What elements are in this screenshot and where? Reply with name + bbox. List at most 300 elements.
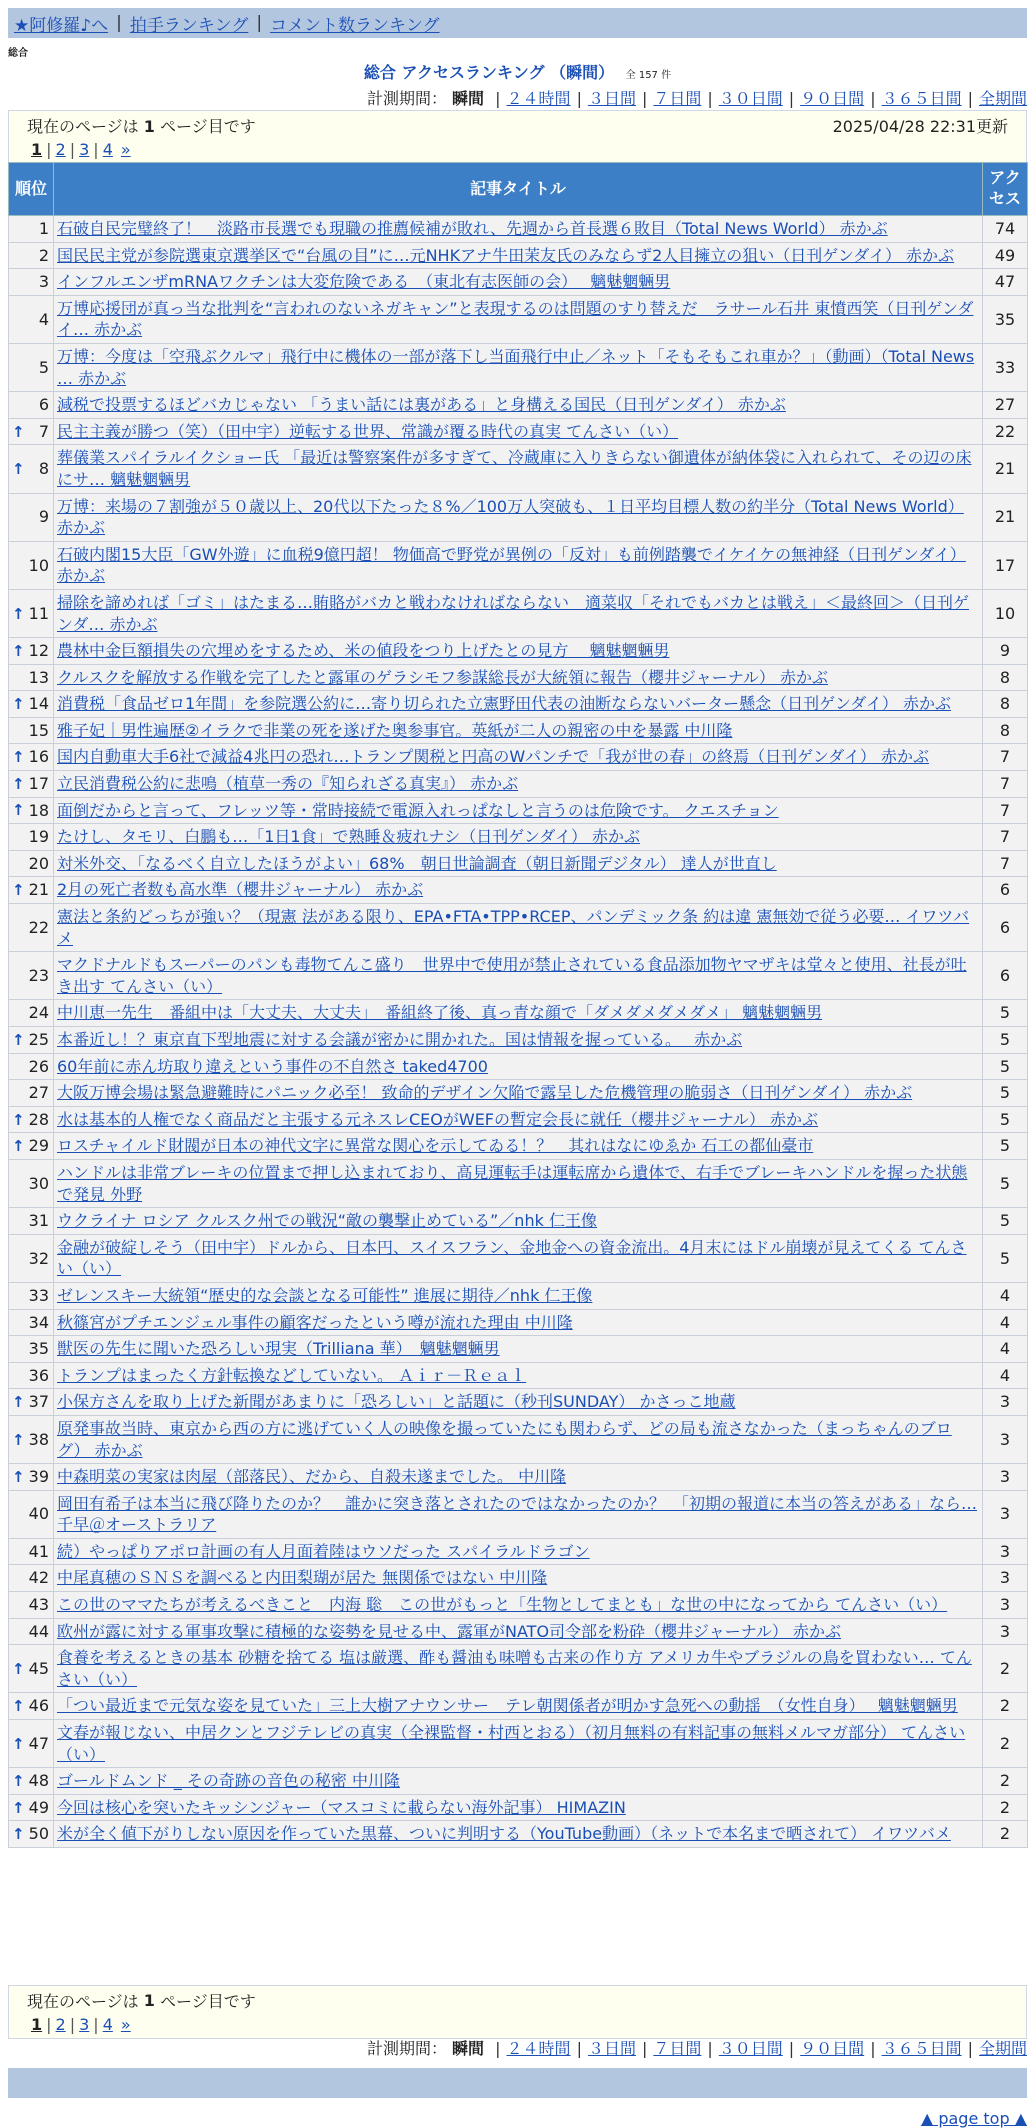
rank-cell	[9, 541, 54, 589]
rank-number: 32	[28, 1248, 49, 1268]
rank-cell	[9, 1768, 54, 1795]
rank-number: 11	[28, 603, 49, 623]
period-link[interactable]: 全期間	[978, 2039, 1027, 2058]
rank-cell	[9, 1234, 54, 1282]
rank-number: 42	[28, 1568, 49, 1588]
rank-up-arrow-icon: ↑	[12, 881, 25, 900]
access-count: 2	[983, 1768, 1028, 1795]
title-cell	[54, 1282, 983, 1309]
rank-cell	[9, 1464, 54, 1491]
rank-up-arrow-icon: ↑	[12, 1771, 25, 1790]
access-count: 3	[983, 1490, 1028, 1538]
access-count: 2	[983, 1720, 1028, 1768]
access-count: 7	[983, 824, 1028, 851]
rank-up-arrow-icon: ↑	[12, 694, 25, 713]
rank-cell	[9, 691, 54, 718]
access-count: 3	[983, 1565, 1028, 1592]
title-cell	[54, 1309, 983, 1336]
access-count: 49	[983, 242, 1028, 269]
article-link[interactable]: 中尾真穂のＳＮＳを調べると内田梨瑚が居た 無関係ではない 中川隆	[57, 1568, 548, 1588]
table-row	[9, 1538, 1028, 1565]
article-link[interactable]: 中森明菜の実家は肉屋（部落民）、だから、自殺未遂までした。 中川隆	[57, 1467, 567, 1487]
article-link[interactable]: ゼレンスキー大統領“歴史的な会談となる可能性” 進展に期待／nhk 仁王像	[57, 1285, 593, 1305]
rank-number: 30	[28, 1173, 49, 1193]
rank-up-arrow-icon: ↑	[12, 1137, 25, 1156]
rank-cell	[9, 392, 54, 419]
article-link[interactable]: 獣医の先生に聞いた恐ろしい現実（Trilliana 華） 魑魅魍魎男	[57, 1339, 500, 1359]
access-count: 5	[983, 1080, 1028, 1107]
rank-cell	[9, 717, 54, 744]
period-link[interactable]: ３６５日間	[881, 2039, 962, 2058]
rank-cell	[9, 824, 54, 851]
article-link[interactable]: 金融が破綻しそう（田中宇）ドルから、日本円、スイスフラン、金地金への資金流出。4月末にはドル崩壊が見えてくる てんさい（い）	[57, 1237, 967, 1279]
article-link[interactable]: 大阪万博会場は緊急避難時にパニック必至！ 致命的デザイン欠陥で露呈した危機管理の脆弱さ（日刊ゲンダイ） 赤かぶ	[57, 1083, 913, 1103]
table-row	[9, 1208, 1028, 1235]
rank-number: 15	[28, 720, 49, 740]
rank-cell	[9, 1159, 54, 1207]
title-cell	[54, 1133, 983, 1160]
title-cell	[54, 1720, 983, 1768]
table-row	[9, 1618, 1028, 1645]
article-link[interactable]: 60年前に赤ん坊取り違えという事件の不自然さ taked4700	[57, 1056, 488, 1076]
period-selector	[367, 86, 1027, 109]
access-count: 2	[983, 1645, 1028, 1693]
rank-cell	[9, 744, 54, 771]
access-count: 4	[983, 1362, 1028, 1389]
title-cell	[54, 1565, 983, 1592]
period-link[interactable]: ９０日間	[800, 89, 865, 108]
access-count: 2	[983, 1794, 1028, 1821]
rank-number: 33	[28, 1285, 49, 1305]
article-link[interactable]: 原発事故当時、東京から西の方に逃げていく人の映像を撮っていたにも関わらず、どの局も流さなかった（まっちゃんのブログ） 赤かぶ	[57, 1418, 952, 1460]
rank-number: 48	[28, 1771, 49, 1791]
title-cell	[54, 1080, 983, 1107]
title-cell	[54, 952, 983, 1000]
access-count: 5	[983, 1159, 1028, 1207]
title-cell	[54, 1389, 983, 1416]
access-count: 5	[983, 1053, 1028, 1080]
title-cell	[54, 418, 983, 445]
rank-up-arrow-icon: ↑	[12, 1734, 25, 1753]
access-count: 74	[983, 216, 1028, 243]
rank-number: 35	[28, 1339, 49, 1359]
period-link[interactable]: ３０日間	[718, 89, 783, 108]
rank-cell	[9, 771, 54, 798]
access-count: 7	[983, 771, 1028, 798]
page-link[interactable]: 4	[102, 2014, 113, 2034]
access-count: 21	[983, 493, 1028, 541]
rank-number: 23	[28, 966, 49, 986]
article-link[interactable]: この世のママたちが考えるべきこと 内海 聡 この世がもっと「生物としてまとも」な世の中になってから てんさい（い）	[57, 1595, 948, 1615]
home-link[interactable]: ★阿修羅♪へ	[14, 15, 109, 36]
rank-cell	[9, 1309, 54, 1336]
table-row	[9, 1053, 1028, 1080]
period-separator: |	[495, 2039, 501, 2058]
title-cell	[54, 1821, 983, 1848]
period-separator: |	[707, 89, 713, 108]
access-count: 3	[983, 1618, 1028, 1645]
rank-cell	[9, 1389, 54, 1416]
rank-number: 26	[28, 1056, 49, 1076]
next-page-link[interactable]: »	[120, 2014, 131, 2034]
access-count: 3	[983, 1415, 1028, 1463]
rank-number: 25	[28, 1030, 49, 1049]
rank-cell	[9, 418, 54, 445]
rank-up-arrow-icon: ↑	[12, 1659, 25, 1678]
title-cell	[54, 589, 983, 637]
page-title	[0, 60, 1035, 83]
rank-up-arrow-icon: ↑	[12, 459, 25, 478]
title-cell	[54, 638, 983, 665]
header-rank: 順位	[9, 163, 54, 216]
title-cell	[54, 392, 983, 419]
rank-cell	[9, 1794, 54, 1821]
article-link[interactable]: 石破自民完璧終了！ 淡路市長選でも現職の推薦候補が敗れ、先週から首長選６敗目（Total News World） 赤かぶ	[57, 219, 888, 238]
table-row	[9, 1720, 1028, 1768]
page-link[interactable]: 2	[55, 2014, 66, 2034]
rank-up-arrow-icon: ↑	[12, 1697, 25, 1716]
title-cell	[54, 1794, 983, 1821]
title-cell	[54, 1415, 983, 1463]
title-cell	[54, 1234, 983, 1282]
table-row	[9, 1645, 1028, 1693]
table-row	[9, 1565, 1028, 1592]
article-link[interactable]: 小保方さんを取り上げた新聞があまりに「恐ろしい」と話題に（秒刊SUNDAY） かさっこ地蔵	[57, 1392, 736, 1412]
rank-cell	[9, 493, 54, 541]
article-link[interactable]: 農林中金巨額損失の穴埋めをするため、米の値段をつり上げたとの見方 魑魅魍魎男	[57, 641, 670, 661]
period-separator: |	[788, 2039, 795, 2058]
rank-number: 21	[28, 880, 49, 900]
access-count: 5	[983, 1000, 1028, 1027]
period-link[interactable]: ３日間	[587, 2039, 636, 2058]
access-count: 3	[983, 1464, 1028, 1491]
access-count: 5	[983, 1027, 1028, 1054]
period-link[interactable]: ３０日間	[718, 2039, 783, 2058]
article-link[interactable]: 2月の死亡者数も高水準（櫻井ジャーナル） 赤かぶ	[57, 880, 424, 900]
rank-cell	[9, 1693, 54, 1720]
article-link[interactable]: 今回は核心を突いたキッシンジャー（マスコミに載らない海外記事） HIMAZIN	[57, 1797, 626, 1817]
title-cell	[54, 1159, 983, 1207]
access-count: 8	[983, 717, 1028, 744]
article-link[interactable]: インフルエンザmRNAワクチンは大変危険である （東北有志医師の会） 魑魅魍魎男	[57, 272, 671, 292]
title-cell	[54, 541, 983, 589]
article-link[interactable]: 欧州が露に対する軍事攻撃に積極的な姿勢を見せる中、露軍がNATO司令部を粉砕（櫻井ジャーナル） 赤かぶ	[57, 1621, 842, 1641]
access-count: 5	[983, 1106, 1028, 1133]
table-row	[9, 242, 1028, 269]
table-row	[9, 1389, 1028, 1416]
rank-number: 9	[38, 507, 49, 527]
access-count: 7	[983, 797, 1028, 824]
rank-cell	[9, 1053, 54, 1080]
access-count: 9	[983, 638, 1028, 665]
applause-ranking-link[interactable]: 拍手ランキング	[129, 15, 249, 36]
title-cell	[54, 269, 983, 296]
rank-cell	[9, 1027, 54, 1054]
rank-up-arrow-icon: ↑	[12, 1430, 25, 1449]
table-row	[9, 1362, 1028, 1389]
rank-number: 36	[28, 1365, 49, 1385]
top-navigation-bar	[8, 8, 1027, 38]
article-link[interactable]: 水は基本的人権でなく商品だと主張する元ネスレCEOがWEFの暫定会長に就任（櫻井ジャーナル） 赤かぶ	[57, 1109, 818, 1129]
table-row	[9, 664, 1028, 691]
article-link[interactable]: 本番近し！？東京直下型地震に対する会議が密かに開かれた。国は情報を握っている。 赤かぶ	[57, 1030, 743, 1049]
page-separator: |	[69, 2014, 76, 2034]
rank-number: 7	[38, 421, 49, 441]
article-link[interactable]: 消費税「食品ゼロ1年間」を参院選公約に…寄り切られた立憲野田代表の油断ならないバーター懸念（日刊ゲンダイ） 赤かぶ	[57, 694, 951, 714]
page-separator: |	[69, 139, 76, 159]
rank-number: 22	[28, 917, 49, 937]
title-cell	[54, 216, 983, 243]
period-separator: |	[870, 89, 876, 108]
next-page-link[interactable]: »	[120, 139, 131, 159]
period-separator: |	[576, 89, 582, 108]
page-link[interactable]: 4	[102, 139, 113, 159]
rank-number: 31	[28, 1211, 49, 1231]
access-count: 35	[983, 295, 1028, 343]
period-link[interactable]: ３日間	[587, 89, 636, 108]
article-link[interactable]: ハンドルは非常ブレーキの位置まで押し込まれており、高見運転手は運転席から遺体で、右手でブレーキハンドルを握った状態で発見 外野	[57, 1162, 968, 1204]
title-cell	[54, 1106, 983, 1133]
rank-cell	[9, 1362, 54, 1389]
access-count: 5	[983, 1234, 1028, 1282]
article-link[interactable]: 立民消費税公約に悲鳴（植草一秀の『知られざる真実』） 赤かぶ	[57, 774, 519, 794]
rank-cell	[9, 1336, 54, 1363]
article-link[interactable]: 文春が報じない、中居クンとフジテレビの真実（全裸監督・村西とおる）（初月無料の有料記事の無料メルマガ部分） てんさい（い）	[57, 1723, 966, 1764]
rank-number: 37	[28, 1392, 49, 1412]
rank-number: 20	[28, 853, 49, 873]
rank-cell	[9, 216, 54, 243]
access-count: 6	[983, 904, 1028, 952]
period-link[interactable]: ２４時間	[506, 2039, 571, 2058]
article-link[interactable]: 掃除を諦めれば「ゴミ」はたまる…賄賂がバカと戦わなければならない 適菜収「それでもバカとは戦え」＜最終回＞（日刊ゲンダ… 赤かぶ	[57, 592, 970, 634]
period-link[interactable]: ２４時間	[506, 89, 571, 108]
article-link[interactable]: クルスクを解放する作戦を完了したと露軍のゲラシモフ参謀総長が大統領に報告（櫻井ジャーナル） 赤かぶ	[57, 667, 829, 687]
rank-up-arrow-icon: ↑	[12, 1798, 25, 1817]
access-count: 33	[983, 343, 1028, 391]
article-link[interactable]: 対米外交、「なるべく自立したほうがよい」68% 朝日世論調査（朝日新聞デジタル） 達人が世直し	[57, 853, 777, 873]
rank-cell	[9, 1720, 54, 1768]
rank-number: 4	[38, 309, 49, 329]
page-link[interactable]: 2	[55, 139, 66, 159]
access-count: 7	[983, 850, 1028, 877]
access-count: 5	[983, 1208, 1028, 1235]
article-link[interactable]: 民主主義が勝つ（笑）（田中宇）逆転する世界、常識が覆る時代の真実 てんさい（い）	[57, 421, 679, 441]
title-cell	[54, 1592, 983, 1619]
table-row	[9, 1159, 1028, 1207]
updated-timestamp: 2025/04/28 22:31更新	[832, 116, 1008, 136]
title-cell	[54, 771, 983, 798]
nav-separator: |	[256, 13, 263, 33]
article-link[interactable]: 万博応援団が真っ当な批判を“言われのないネガキャン”と表現するのは問題のすり替えだ ラサール石井 東憤西笑（日刊ゲンダイ… 赤かぶ	[57, 298, 974, 340]
rank-cell	[9, 1106, 54, 1133]
table-row	[9, 1693, 1028, 1720]
article-link[interactable]: 万博：今度は「空飛ぶクルマ」飛行中に機体の一部が落下し当面飛行中止／ネット「そもそもこれ車か？」（動画）（Total News … 赤かぶ	[57, 346, 975, 388]
rank-cell	[9, 877, 54, 904]
table-row	[9, 1768, 1028, 1795]
title-cell	[54, 493, 983, 541]
table-row	[9, 1309, 1028, 1336]
pagination-bottom	[27, 2012, 1008, 2036]
rank-up-arrow-icon: ↑	[12, 774, 25, 793]
rank-number: 14	[28, 694, 49, 714]
rank-number: 28	[28, 1109, 49, 1129]
title-cell	[54, 691, 983, 718]
rank-number: 8	[38, 459, 49, 479]
rank-number: 12	[28, 641, 49, 661]
table-row	[9, 877, 1028, 904]
article-link[interactable]: 国内自動車大手6社で減益4兆円の恐れ…トランプ関税と円高のWパンチで「我が世の春」の終焉（日刊ゲンダイ） 赤かぶ	[57, 747, 929, 767]
page-link[interactable]: 3	[79, 139, 90, 159]
period-label: 計測期間：	[366, 89, 447, 108]
rank-number: 1	[38, 219, 49, 238]
table-row	[9, 589, 1028, 637]
period-separator: |	[641, 89, 648, 108]
title-cell	[54, 1693, 983, 1720]
page-link[interactable]: 3	[79, 2014, 90, 2034]
rank-up-arrow-icon: ↑	[12, 1467, 25, 1486]
title-cell	[54, 797, 983, 824]
article-link[interactable]: マクドナルドもスーパーのパンも毒物てんこ盛り 世界中で使用が禁止されている食品添加物ヤマザキは堂々と使用、社長が吐き出す てんさい（い）	[57, 955, 967, 996]
period-link[interactable]: 全期間	[978, 89, 1027, 108]
period-separator: |	[576, 2039, 582, 2058]
table-row	[9, 744, 1028, 771]
article-link[interactable]: 続）やっぱりアポロ計画の有人月面着陸はウソだった スパイラルドラゴン	[57, 1541, 590, 1561]
rank-up-arrow-icon: ↑	[12, 1030, 25, 1049]
rank-cell	[9, 589, 54, 637]
table-row	[9, 1490, 1028, 1538]
period-label: 計測期間：	[366, 2039, 447, 2058]
rank-number: 27	[28, 1083, 49, 1103]
rank-cell	[9, 1000, 54, 1027]
title-cell	[54, 1464, 983, 1491]
table-row	[9, 717, 1028, 744]
rank-up-arrow-icon: ↑	[12, 1825, 25, 1844]
title-cell	[54, 744, 983, 771]
rank-number: 3	[38, 272, 49, 292]
title-cell	[54, 1336, 983, 1363]
title-cell	[54, 1490, 983, 1538]
footer-bar	[8, 2068, 1027, 2098]
access-count: 21	[983, 445, 1028, 493]
article-link[interactable]: 葬儀業スパイラルイクショー氏 「最近は警察案件が多すぎて、冷蔵庫に入りきらない御遺体が納体袋に入れられて、その辺の床にサ… 魑魅魍魎男	[57, 448, 972, 489]
article-link[interactable]: 食養を考えるときの基本 砂糖を捨てる 塩は厳選、酢も醤油も味噌も古来の作り方 アメリカ牛やブラジルの鳥を買わない… てんさい（い）	[57, 1648, 972, 1689]
title-cell	[54, 850, 983, 877]
table-row	[9, 541, 1028, 589]
rank-cell	[9, 1821, 54, 1848]
period-separator: |	[967, 89, 973, 108]
article-link[interactable]: たけし、タモリ、白鵬も…「1日1食」で熟睡＆疲れナシ（日刊ゲンダイ） 赤かぶ	[57, 827, 641, 847]
rank-up-arrow-icon: ↑	[12, 748, 25, 767]
table-row	[9, 771, 1028, 798]
table-row	[9, 1794, 1028, 1821]
article-link[interactable]: 岡田有希子は本当に飛び降りたのか？ 誰かに突き落とされたのではなかったのか？ 「初期の報道に本当の答えがある」なら… 千早＠オーストラリア	[57, 1493, 978, 1535]
period-link[interactable]: ７日間	[653, 2039, 702, 2058]
access-count: 2	[983, 1693, 1028, 1720]
page-top-link[interactable]: ▲ page top ▲	[920, 2109, 1027, 2128]
article-link[interactable]: トランプはまったく方針転換などしていない。 Ａｉｒ－Ｒｅａｌ	[57, 1365, 527, 1385]
table-row	[9, 1592, 1028, 1619]
article-link[interactable]: 秋篠宮がプチエンジェル事件の顧客だったという噂が流れた理由 中川隆	[57, 1312, 573, 1332]
article-link[interactable]: 国民民主党が参院選東京選挙区で“台風の目”に…元NHKアナ牛田茉友氏のみならず2人目擁立の狙い（日刊ゲンダイ） 赤かぶ	[57, 245, 955, 265]
nav-separator: |	[116, 13, 122, 33]
article-link[interactable]: 中川恵一先生 番組中は「大丈夫、大丈夫」 番組終了後、真っ青な顔で「ダメダメダメダメ」 魑魅魍魎男	[57, 1003, 823, 1023]
article-link[interactable]: 石破内閣15大臣「GW外遊」に血税9億円超！ 物価高で野党が異例の「反対」も前例踏襲でイケイケの無神経（日刊ゲンダイ） 赤かぶ	[57, 544, 966, 586]
rank-number: 50	[28, 1824, 49, 1844]
article-link[interactable]: ウクライナ ロシア クルスク州での戦況“敵の襲撃止めている”／nhk 仁王像	[57, 1211, 597, 1231]
title-cell	[54, 717, 983, 744]
rank-cell	[9, 242, 54, 269]
access-count: 2	[983, 1821, 1028, 1848]
access-count: 10	[983, 589, 1028, 637]
rank-number: 34	[28, 1312, 49, 1332]
table-row	[9, 392, 1028, 419]
article-link[interactable]: 減税で投票するほどバカじゃない 「うまい話には裏がある」と身構える国民（日刊ゲンダイ） 赤かぶ	[57, 395, 786, 415]
rank-number: 16	[28, 747, 49, 767]
table-row	[9, 904, 1028, 952]
table-row	[9, 1821, 1028, 1848]
table-row	[9, 1027, 1028, 1054]
access-count: 8	[983, 664, 1028, 691]
comment-ranking-link[interactable]: コメント数ランキング	[270, 15, 440, 36]
title-cell	[54, 1645, 983, 1693]
article-link[interactable]: ロスチャイルド財閥が日本の神代文字に異常な関心を示してゐる！？ 其れはなにゆゑか 石工の都仙臺市	[57, 1136, 814, 1156]
rank-up-arrow-icon: ↑	[12, 641, 25, 660]
article-link[interactable]: 米が全く値下がりしない原因を作っていた黒幕、ついに判明する（YouTube動画）（ネットで本名まで晒されて） イワツバメ	[57, 1824, 951, 1844]
rank-number: 44	[28, 1621, 49, 1641]
access-count: 4	[983, 1336, 1028, 1363]
rank-cell	[9, 1618, 54, 1645]
title-cell	[54, 1027, 983, 1054]
period-link[interactable]: ３６５日間	[881, 89, 962, 108]
article-link[interactable]: 面倒だからと言って、フレッツ等・常時接続で電源入れっぱなしと言うのは危険です。 クエスチョン	[57, 800, 779, 820]
article-link[interactable]: ゴールドムンド _ その奇跡の音色の秘密 中川隆	[57, 1771, 400, 1791]
rank-up-arrow-icon: ↑	[12, 604, 25, 623]
table-row	[9, 1464, 1028, 1491]
rank-number: 6	[38, 395, 49, 415]
period-separator: |	[870, 2039, 876, 2058]
title-cell	[54, 824, 983, 851]
rank-cell	[9, 797, 54, 824]
period-link[interactable]: ９０日間	[800, 2039, 865, 2058]
article-link[interactable]: 憲法と条約どっちが強い？（現憲 法がある限り、EPA•FTA•TPP•RCEP、パンデミック条 約は違 憲無効で従う必要… イワツバメ	[57, 907, 970, 948]
rank-cell	[9, 1080, 54, 1107]
rank-up-arrow-icon: ↑	[12, 1392, 25, 1411]
rank-number: 45	[28, 1659, 49, 1679]
title-cell	[54, 904, 983, 952]
rank-number: 10	[28, 555, 49, 575]
title-cell	[54, 664, 983, 691]
access-count: 8	[983, 691, 1028, 718]
period-separator: |	[707, 2039, 713, 2058]
rank-number: 46	[28, 1696, 49, 1716]
page-separator: |	[93, 2014, 99, 2034]
table-row	[9, 850, 1028, 877]
rank-up-arrow-icon: ↑	[12, 1110, 25, 1129]
article-link[interactable]: 雅子妃｜男性遍歴②イラクで非業の死を遂げた奥参事官。英紙が二人の親密の中を暴露 中川隆	[57, 720, 733, 740]
article-link[interactable]: 「つい最近まで元気な姿を見ていた」三上大樹アナウンサー テレ朝関係者が明かす急死への動揺 （女性自身） 魑魅魍魎男	[57, 1696, 958, 1716]
article-link[interactable]: 万博：来場の７割強が５０歳以上、20代以下たった８%／100万人突破も、１日平均目標人数の約半分（Total News World） 赤かぶ	[57, 496, 964, 538]
header-title: 記事タイトル	[54, 163, 983, 216]
rank-number: 2	[38, 245, 49, 265]
rank-cell	[9, 445, 54, 493]
page-separator: |	[46, 2014, 52, 2034]
period-link[interactable]: ７日間	[653, 89, 702, 108]
rank-number: 24	[28, 1003, 49, 1023]
rank-cell	[9, 1208, 54, 1235]
access-count: 4	[983, 1282, 1028, 1309]
rank-number: 41	[28, 1541, 49, 1561]
access-count: 3	[983, 1389, 1028, 1416]
